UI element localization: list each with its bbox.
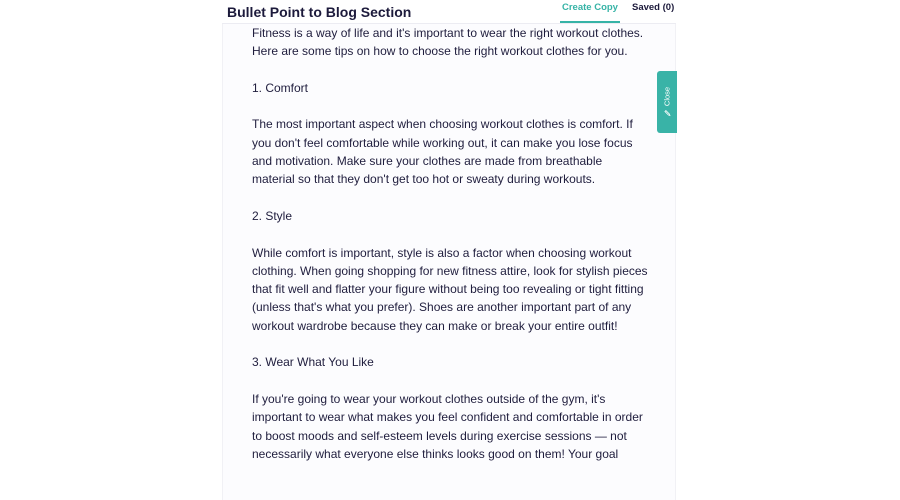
section-heading: 2. Style bbox=[252, 208, 293, 223]
section-body: If you're going to wear your workout clothes outside of the gym, it's important to wear what makes you feel confident and comfortable in order to boost moods and self-esteem levels during exercise sessions — not necessarily what everyone else thinks looks good on them! Your goal bbox=[252, 391, 643, 461]
pencil-icon bbox=[663, 109, 671, 117]
section-body: The most important aspect when choosing workout clothes is comfort. If you don't feel comfortable while working out, it can make you lose focus and motivation. Make sure your clothes are made from breathable material so that they don't get too hot or sweaty during workouts. bbox=[252, 117, 633, 187]
section-body: While comfort is important, style is also a factor when choosing workout clothing. When going shopping for new fitness attire, look for stylish pieces that fit well and flatter your figure without being too revealing or tight fitting (unless that's what you prefer). Shoes are another important part of any workout wardrobe because they can make or break your entire outfit! bbox=[252, 245, 648, 333]
generated-output bbox=[252, 24, 648, 481]
close-panel-tab[interactable] bbox=[657, 71, 677, 133]
tab-create-copy[interactable]: Create Copy bbox=[560, 0, 620, 23]
section-heading: 1. Comfort bbox=[252, 80, 309, 95]
tab-saved[interactable]: Saved (0) bbox=[632, 2, 675, 13]
close-label: Close bbox=[662, 86, 672, 107]
section-heading: 3. Wear What You Like bbox=[252, 355, 374, 370]
panel-header bbox=[222, 0, 676, 24]
intro-paragraph: Fitness is a way of life and it's important to wear the right workout clothes. Here are some tips on how to choose the right workout clothes for you. bbox=[252, 26, 644, 59]
close-tab-content bbox=[663, 87, 672, 117]
page-title: Bullet Point to Blog Section bbox=[227, 4, 412, 20]
